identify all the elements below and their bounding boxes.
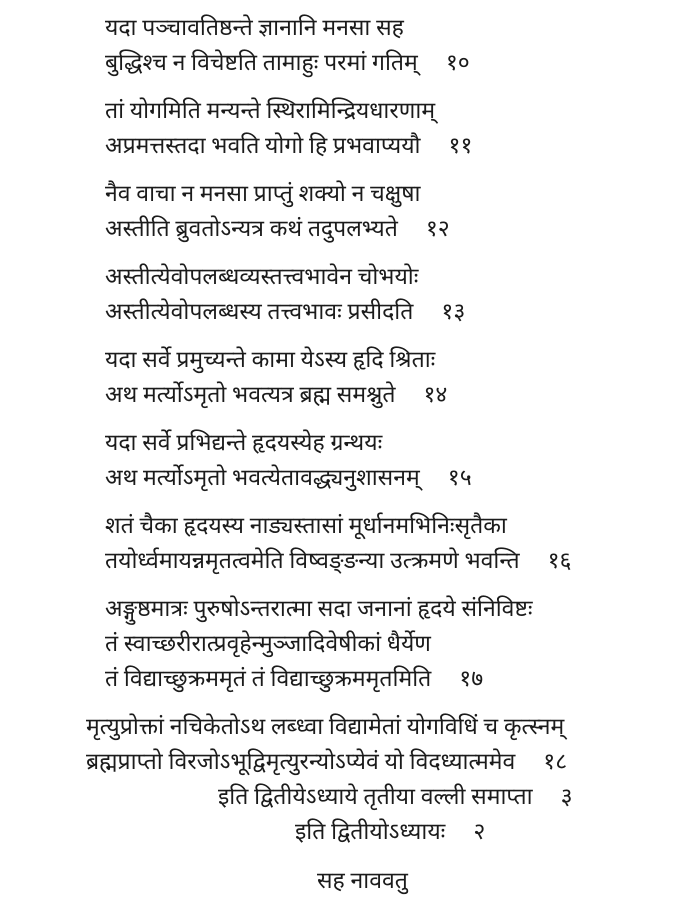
verse-text: तयोर्ध्वमायन्नमृतत्वमेति विष्वङ्ङन्या उत्क्रमणे भवन्ति [105, 548, 520, 573]
verse-11 [105, 93, 660, 163]
verse-line [105, 626, 660, 661]
verse-line [105, 93, 660, 128]
verse-text: ब्रह्मप्राप्तो विरजोऽभूद्विमृत्युरन्योऽप्येवं यो विदध्यात्ममेव [86, 749, 516, 774]
verse-14 [105, 342, 660, 412]
verse-text: अथ मर्त्योऽमृतो भवत्येतावद्ध्यनुशासनम् [105, 465, 420, 490]
verse-12 [105, 176, 660, 246]
verse-text: मृत्युप्रोक्तां नचिकेतोऽथ लब्ध्वा विद्यामेतां योगविधिं च कृत्स्नम् [86, 714, 565, 739]
verse-line [105, 211, 660, 246]
verse-line [105, 460, 660, 495]
verse-text: यदा पञ्चावतिष्ठन्ते ज्ञानानि मनसा सह [105, 15, 404, 40]
verse-line [105, 294, 660, 329]
verse-line [105, 425, 660, 460]
verse-number: १७ [459, 666, 484, 691]
benediction-text: सह नाववतु [317, 868, 408, 893]
verse-line [105, 508, 660, 543]
verse-text: तं विद्याच्छुक्रममृतं तं विद्याच्छुक्रममृतमिति [105, 666, 432, 691]
verse-text: अस्तीत्येवोपलब्धस्य तत्त्वभावः प्रसीदति [105, 299, 414, 324]
verse-text: अङ्गुष्ठमात्रः पुरुषोऽन्तरात्मा सदा जनानां हृदये संनिविष्टः [105, 596, 533, 621]
verse-18 [86, 709, 660, 779]
verse-number: १४ [423, 382, 448, 407]
verse-text: अथ मर्त्योऽमृतो भवत्यत्र ब्रह्म समश्नुते [105, 382, 396, 407]
verse-text: अस्तीत्येवोपलब्धव्यस्तत्त्वभावेन चोभयोः [105, 264, 419, 289]
verse-text: यदा सर्वे प्रमुच्यन्ते कामा येऽस्य हृदि श्रिताः [105, 347, 436, 372]
verse-number: १० [445, 50, 470, 75]
verse-text: यदा सर्वे प्रभिद्यन्ते हृदयस्येह ग्रन्थयः [105, 430, 383, 455]
verse-text: शतं चैका हृदयस्य नाड्यस्तासां मूर्धानमभिनिःसृतैका [105, 513, 507, 538]
colophon-line-valli [218, 779, 660, 814]
colophon-number: २ [473, 819, 486, 844]
verse-16 [105, 508, 660, 578]
verse-line [105, 591, 660, 626]
verse-line [105, 661, 660, 696]
colophon-number: ३ [560, 784, 573, 809]
verse-line [105, 176, 660, 211]
colophon-text: इति द्वितीयोऽध्यायः [295, 819, 446, 844]
verse-17 [105, 591, 660, 696]
verse-line [105, 377, 660, 412]
verse-text: नैव वाचा न मनसा प्राप्तुं शक्यो न चक्षुषा [105, 181, 421, 206]
verse-text: बुद्धिश्च न विचेष्टति तामाहुः परमां गतिम् [105, 50, 418, 75]
colophon-text: इति द्वितीयेऽध्याये तृतीया वल्ली समाप्ता [218, 784, 533, 809]
verse-line [105, 342, 660, 377]
verse-line [105, 259, 660, 294]
verse-13 [105, 259, 660, 329]
verse-15 [105, 425, 660, 495]
colophon-line-adhyaya [295, 814, 660, 849]
verse-line [105, 543, 660, 578]
verse-number: १६ [547, 548, 572, 573]
verse-line [105, 45, 660, 80]
verse-text: तां योगमिति मन्यन्ते स्थिरामिन्द्रियधारणाम् [105, 98, 436, 123]
verse-line [86, 709, 660, 744]
verse-10 [105, 10, 660, 80]
verse-number: १२ [425, 216, 450, 241]
verse-line [105, 10, 660, 45]
verse-number: १३ [441, 299, 466, 324]
verse-text: अप्रमत्तस्तदा भवति योगो हि प्रभवाप्ययौ [105, 133, 421, 158]
verse-number: १८ [543, 749, 568, 774]
verse-line [86, 744, 660, 779]
verse-text: अस्तीति ब्रुवतोऽन्यत्र कथं तदुपलभ्यते [105, 216, 398, 241]
verse-text: तं स्वाच्छरीरात्प्रवृहेन्मुञ्जादिवेषीकां धैर्येण [105, 631, 431, 656]
verse-number: १५ [447, 465, 472, 490]
verse-line [105, 128, 660, 163]
verse-number: ११ [448, 133, 473, 158]
